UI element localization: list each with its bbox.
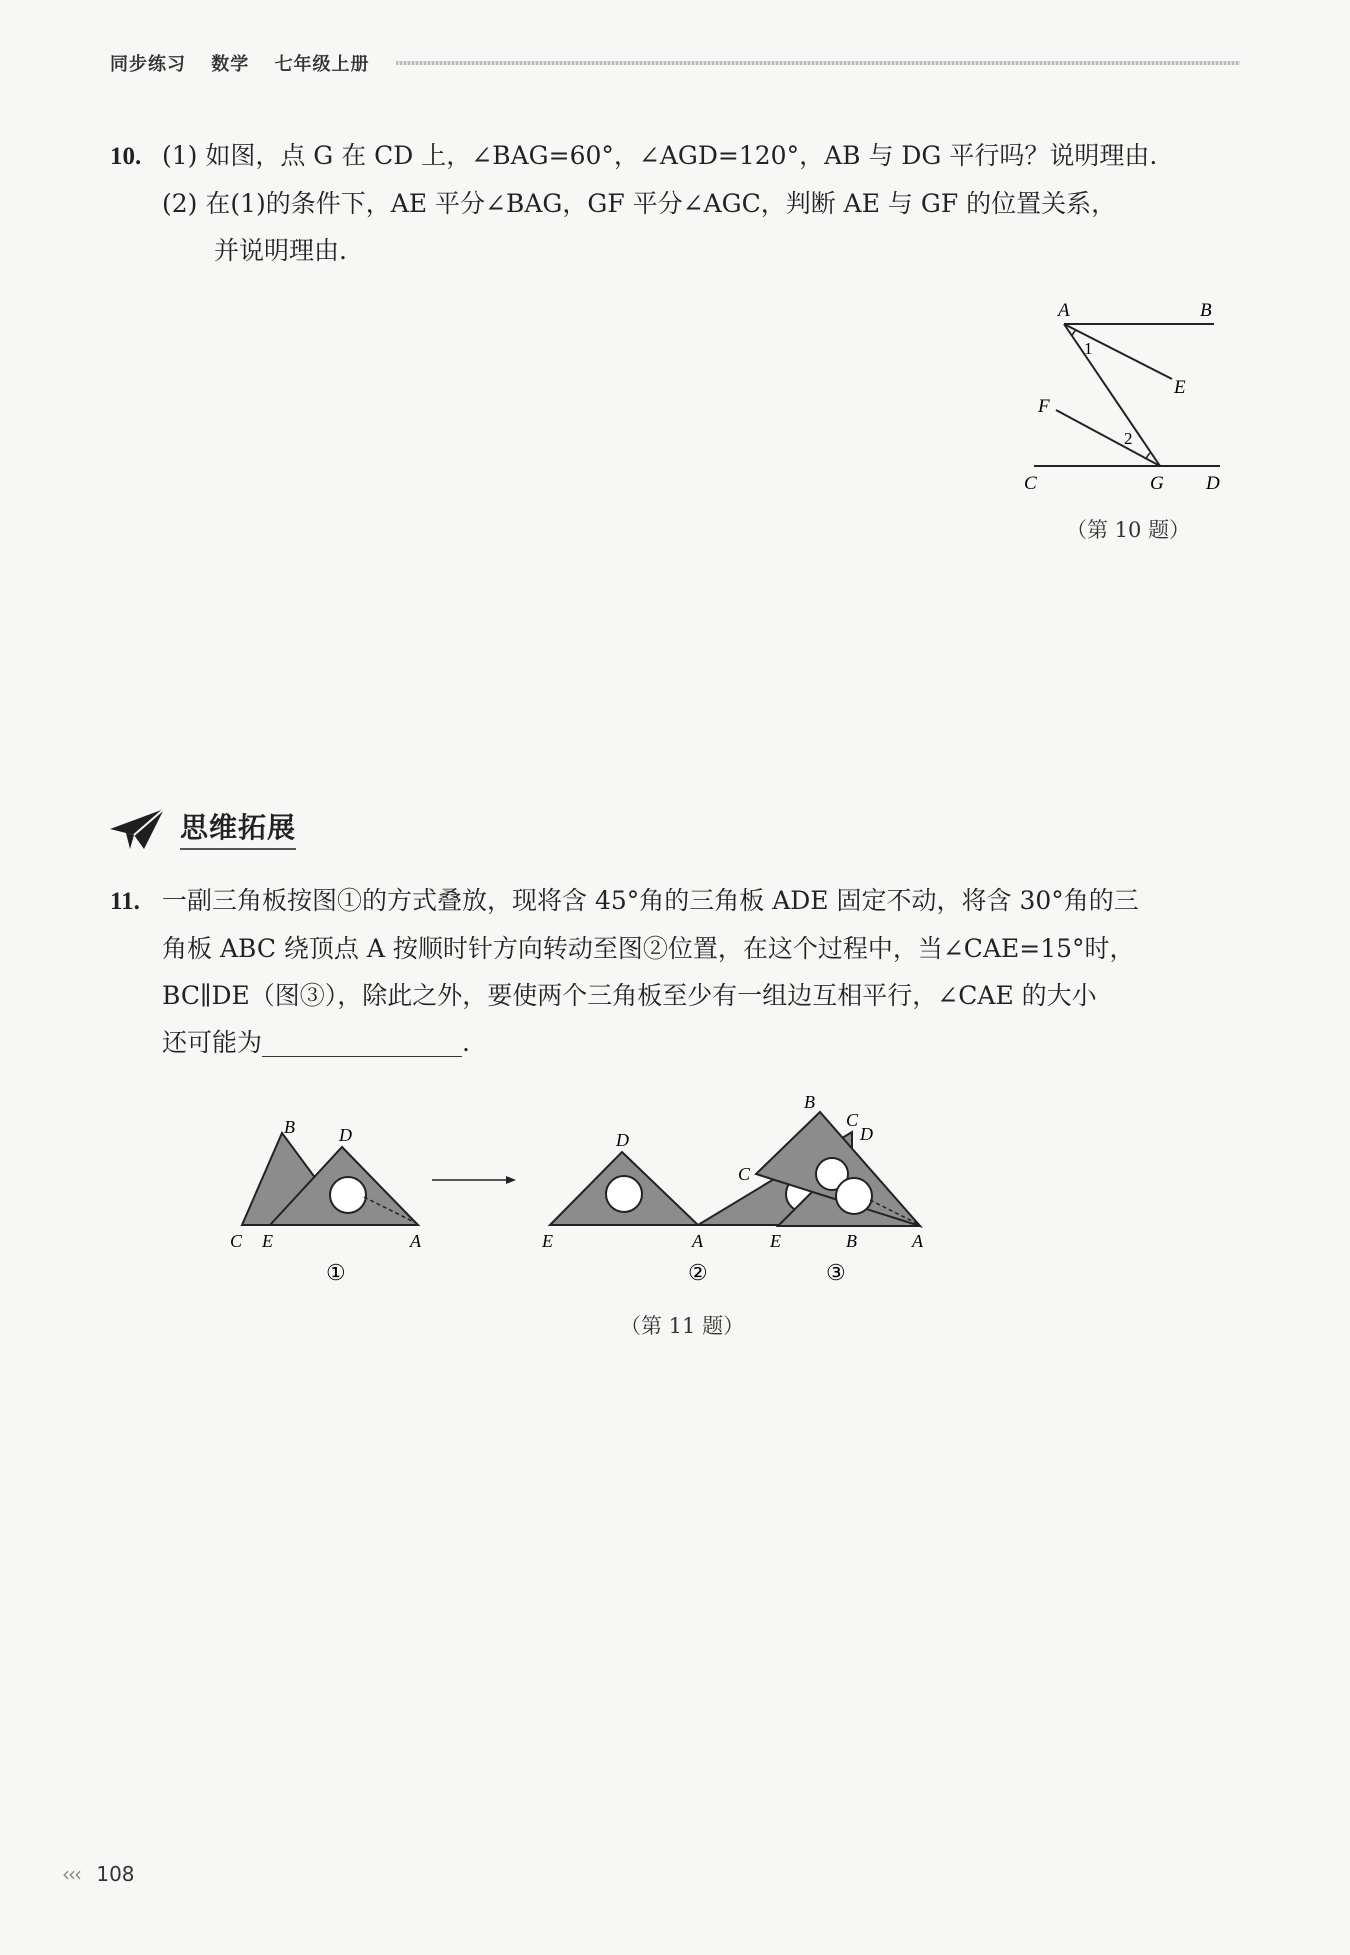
problem-10 bbox=[110, 132, 1157, 274]
fig2-index: ② bbox=[688, 1260, 708, 1285]
header-series: 同步练习 bbox=[110, 54, 186, 75]
label-f: F bbox=[1038, 396, 1050, 417]
label-e: E bbox=[1174, 377, 1186, 398]
page-footer bbox=[62, 1862, 135, 1886]
problem-10-line-2: (2) 在(1)的条件下，AE 平分∠BAG，GF 平分∠AGC，判断 AE 与 GF 的位置关系， bbox=[162, 189, 1117, 218]
problem-11-line-2: 角板 ABC 绕顶点 A 按顺时针方向转动至图②位置，在这个过程中，当∠CAE=15°时， bbox=[162, 934, 1135, 963]
section-heading bbox=[108, 805, 296, 851]
problem-11-line-4-suffix: . bbox=[462, 1028, 470, 1057]
problem-11 bbox=[110, 877, 1139, 1066]
fig3-label-c: C bbox=[738, 1164, 751, 1184]
header-grade: 七年级上册 bbox=[274, 54, 370, 75]
hole-1 bbox=[330, 1177, 366, 1213]
label-b: B bbox=[1200, 300, 1212, 321]
header-rule bbox=[396, 61, 1240, 65]
figure-10-caption: （第 10 题） bbox=[1066, 518, 1191, 542]
header-subject: 数学 bbox=[211, 54, 250, 75]
figure-10 bbox=[1020, 295, 1250, 495]
problem-10-line-1: (1) 如图，点 G 在 CD 上，∠BAG=60°，∠AGD=120°，AB 与 DG 平行吗？说明理由. bbox=[162, 141, 1158, 170]
arrow-right bbox=[432, 1176, 516, 1184]
hole-3b bbox=[836, 1178, 872, 1214]
problem-11-line-1: 一副三角板按图①的方式叠放，现将含 45°角的三角板 ADE 固定不动，将含 30°角的三 bbox=[162, 886, 1139, 915]
page-number: 108 bbox=[96, 1862, 135, 1886]
ray-ae bbox=[1064, 324, 1172, 379]
problem-number: 10. bbox=[110, 143, 142, 170]
label-c: C bbox=[1024, 473, 1037, 494]
fig2-label-c: C bbox=[846, 1110, 859, 1130]
fig3-index: ③ bbox=[826, 1260, 846, 1285]
line-ag bbox=[1064, 324, 1160, 466]
fig3-label-b: B bbox=[804, 1092, 815, 1112]
problem-11-line-4 bbox=[110, 1019, 1139, 1066]
label-g: G bbox=[1150, 473, 1164, 494]
label-d: D bbox=[1206, 473, 1220, 494]
chevrons-left-icon: ‹‹‹ bbox=[62, 1862, 80, 1886]
problem-number: 11. bbox=[110, 888, 140, 915]
figure-11-caption: （第 11 题） bbox=[620, 1314, 745, 1338]
header-text bbox=[110, 50, 388, 76]
problem-11-line-4-prefix: 还可能为 bbox=[162, 1028, 263, 1057]
section-title: 思维拓展 bbox=[180, 806, 296, 850]
fig2-label-b: B bbox=[846, 1231, 857, 1251]
fig1-label-a: A bbox=[410, 1231, 421, 1251]
problem-11-line-3: BC∥DE（图③），除此之外，要使两个三角板至少有一组边互相平行，∠CAE 的大小 bbox=[162, 981, 1097, 1010]
label-angle-1: 1 bbox=[1084, 339, 1093, 358]
label-angle-2: 2 bbox=[1124, 429, 1133, 448]
figure-11 bbox=[220, 1090, 1140, 1290]
angle-mark-2 bbox=[1146, 453, 1150, 459]
fig1-label-d: D bbox=[339, 1125, 352, 1145]
fig1-label-e: E bbox=[262, 1231, 273, 1251]
fig3-label-e: E bbox=[770, 1231, 781, 1251]
fig3-label-d: D bbox=[860, 1124, 873, 1144]
fig1-label-c: C bbox=[230, 1231, 243, 1251]
paper-plane-icon bbox=[108, 805, 166, 851]
fig1-label-b: B bbox=[284, 1117, 295, 1137]
fig2-label-d: D bbox=[616, 1130, 629, 1150]
answer-blank[interactable] bbox=[262, 1028, 462, 1057]
fig3-label-a: A bbox=[912, 1231, 923, 1251]
page-header bbox=[110, 48, 1240, 78]
figure-11-1 bbox=[230, 1117, 422, 1285]
ray-gf bbox=[1056, 410, 1160, 466]
fig1-index: ① bbox=[326, 1260, 346, 1285]
fig2-label-a: A bbox=[692, 1231, 703, 1251]
fig2-label-e: E bbox=[542, 1231, 553, 1251]
hole-2a bbox=[606, 1176, 642, 1212]
angle-mark-1 bbox=[1072, 330, 1076, 336]
problem-10-line-3: 并说明理由. bbox=[214, 236, 347, 265]
label-a: A bbox=[1058, 300, 1070, 321]
